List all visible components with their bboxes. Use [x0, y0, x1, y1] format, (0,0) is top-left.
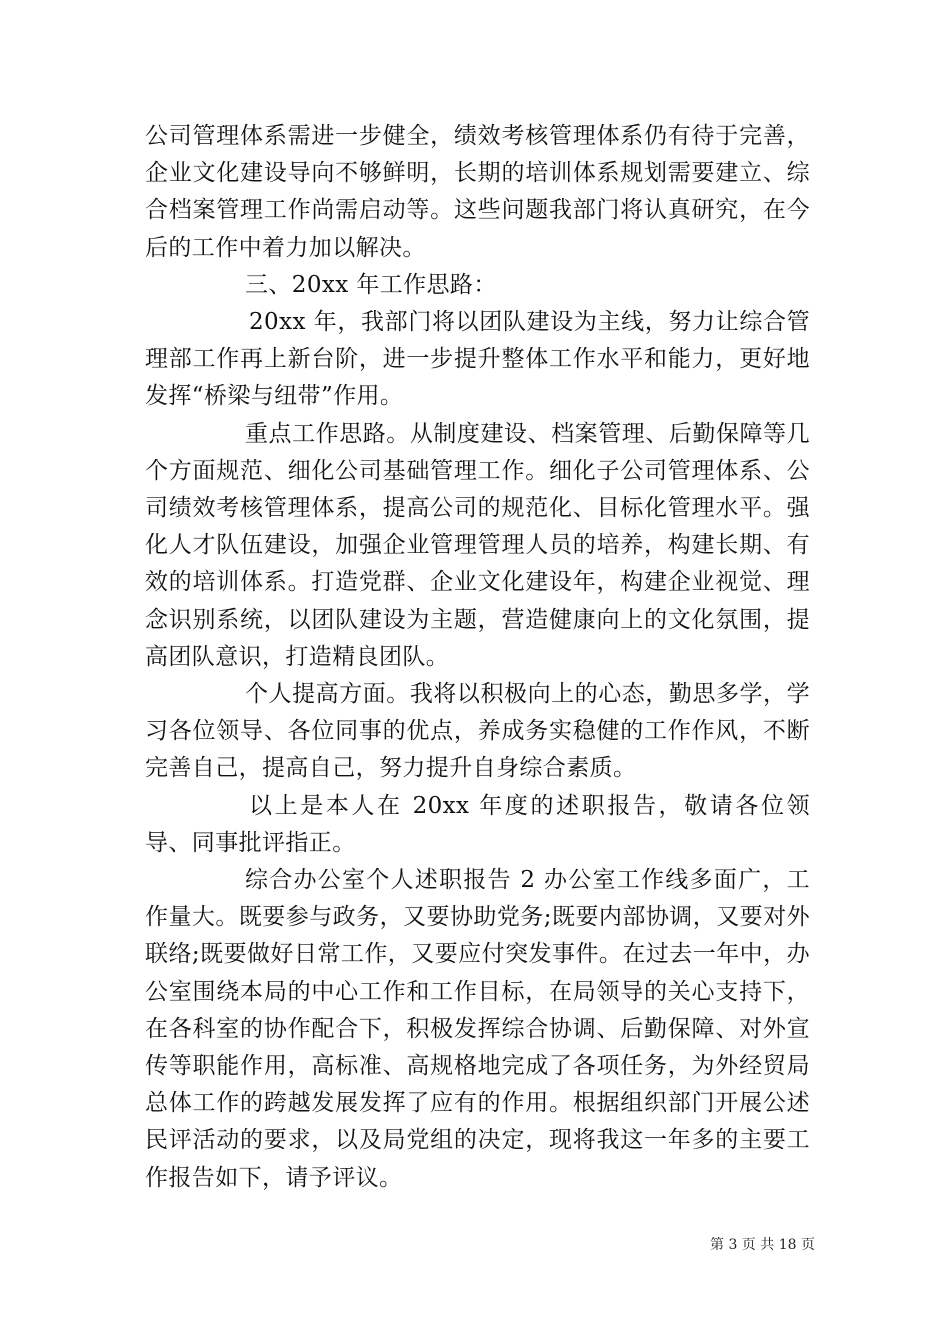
paragraph-team-building: 20xx 年，我部门将以团队建设为主线，努力让综合管理部工作再上新台阶，进一步提升整体工作水平和能力，更好地发挥“桥梁与纽带”作用。: [145, 309, 810, 410]
paragraph-personal-improvement: 个人提高方面。我将以积极向上的心态，勤思多学，学习各位领导、各位同事的优点，养成务实稳健的工作作风，不断完善自己，提高自己，努力提升自身综合素质。: [145, 681, 810, 782]
page-footer: 第 3 页 共 18 页: [710, 1237, 815, 1253]
paragraph-office-report: 综合办公室个人述职报告 2 办公室工作线多面广，工作量大。既要参与政务，又要协助党务;既要内部协调，又要对外联络;既要做好日常工作，又要应付突发事件。在过去一年中，办公室围绕本局的中心工作和工作目标，在局领导的关心支持下，在各科室的协作配合下，积极发挥综合协调、后勤保障、对外宣传等职能作用，高标准、高规格地完成了各项任务，为外经贸局总体工作的跨越发展发挥了应有的作用。根据组织部门开展公述民评活动的要求，以及局党组的决定，现将我这一年多的主要工作报告如下，请予评议。: [145, 867, 810, 1191]
paragraph-closing: 以上是本人在 20xx 年度的述职报告，敬请各位领导、同事批评指正。: [145, 792, 810, 856]
section-heading: 三、20xx 年工作思路：: [245, 271, 497, 298]
paragraph-continuation: 公司管理体系需进一步健全，绩效考核管理体系仍有待于完善，企业文化建设导向不够鲜明，长期的培训体系规划需要建立、综合档案管理工作尚需启动等。这些问题我部门将认真研究，在今后的工作中着力加以解决。: [145, 123, 810, 261]
paragraph-key-ideas: 重点工作思路。从制度建设、档案管理、后勤保障等几个方面规范、细化公司基础管理工作。细化子公司管理体系、公司绩效考核管理体系，提高公司的规范化、目标化管理水平。强化人才队伍建设，加强企业管理管理人员的培养，构建长期、有效的培训体系。打造党群、企业文化建设年，构建企业视觉、理念识别系统，以团队建设为主题，营造健康向上的文化氛围，提高团队意识，打造精良团队。: [145, 420, 810, 670]
document-body: [145, 118, 810, 1197]
